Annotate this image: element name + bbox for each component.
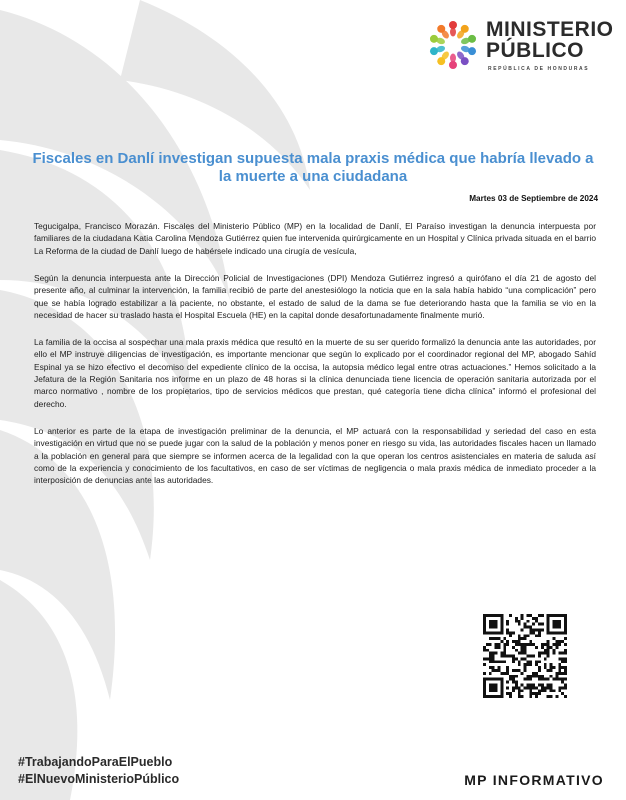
logo-figure-body (450, 28, 456, 37)
logo-title-line1: MINISTERIO (486, 18, 614, 41)
article-paragraph: La familia de la occisa al sospechar una mala praxis médica que resultó en la muerte de su ser querido formalizó la denuncia ante las autoridades, por ello el MP instruye diligencias de investigación, es importante mencionar que según lo explicado por el coordinador regional del MP, abogado Sahíd Espinal ya se hizo efectivo el decomiso del expediente clínico de la occisa, la autopsia médico legal entre otras actuaciones.” Hemos solicitado a la Jefatura de la Región Sanitaria nos informe en un plazo de 48 horas si la clínica denunciada tiene licencia de operación sanitaria autorizada por el marco normativo , nombre de los propietarios, tipo de servicios médicos que prestan, qué categoría tiene dicha clínica” informó el profesional del derecho. (34, 336, 596, 409)
qr-code (483, 614, 567, 698)
article-paragraph: Tegucigalpa, Francisco Morazán. Fiscales del Ministerio Público (MP) en la localidad de Danlí, El Paraíso investigan la denuncia interpuesta por familiares de la ciudadana Katia Carolina Mendoza Gutiérrez quien fue intervenida quirúrgicamente en un Hospital y Clínica privada situada en el barrio La Reforma de la ciudad de Danlí luego de habérsele indicado una cirugía de vesícula, (34, 221, 596, 256)
hashtag-nuevo-ministerio: #ElNuevoMinisterioPúblico (18, 772, 180, 786)
logo-title-line2: PÚBLICO (486, 39, 584, 62)
article-headline: Fiscales en Danlí investigan supuesta mala praxis médica que habría llevado a la muerte a una ciudadana (32, 150, 594, 186)
hashtags (18, 754, 179, 788)
article-date: Martes 03 de Septiembre de 2024 (469, 194, 598, 203)
ministerio-publico-logo (424, 14, 614, 76)
article-paragraph: Según la denuncia interpuesta ante la Dirección Policial de Investigaciones (DPI) Mendoza Gutiérrez ingresó a quirófano el día 21 de agosto del presente año, al culminar la intervención, la familia recibió de parte del anestesiólogo la noticia que en la sala había habido “una complicación” pero que se había logrado estabilizar a la paciente, no obstante, el estado de salud de la dama se fue deteriorando hasta que la familia se vio en la necesidad de hacer su traslado hasta el Hospital Escuela (HE) en la capital donde desafortunadamente finalmente murió. (34, 272, 596, 320)
hashtag-trabajando: #TrabajandoParaElPueblo (18, 755, 173, 769)
logo-figure-body (450, 54, 456, 63)
article-paragraph: Lo anterior es parte de la etapa de investigación preliminar de la denuncia, el MP actuará con la responsabilidad y seriedad del caso en esta investigación en virtud que no se puede jugar con la salud de la población y menos poner en riesgo su vida, las autoridades fiscales hacen un llamado a la población en general para que siempre se informen acerca de la legalidad con la que operan los centros asistenciales en materia de saluda así como de la experiencia y conocimiento de los facultativos, en caso de ser víctimas de negligencia o mala praxis médica de inmediato proceder a la interposición de denuncias ante las autoridades. (34, 425, 596, 486)
logo-subtitle: REPÚBLICA DE HONDURAS (488, 66, 590, 72)
logo-emblem-icon (424, 16, 482, 74)
article-body (34, 220, 596, 501)
mp-informativo-label: MP INFORMATIVO (464, 772, 604, 788)
